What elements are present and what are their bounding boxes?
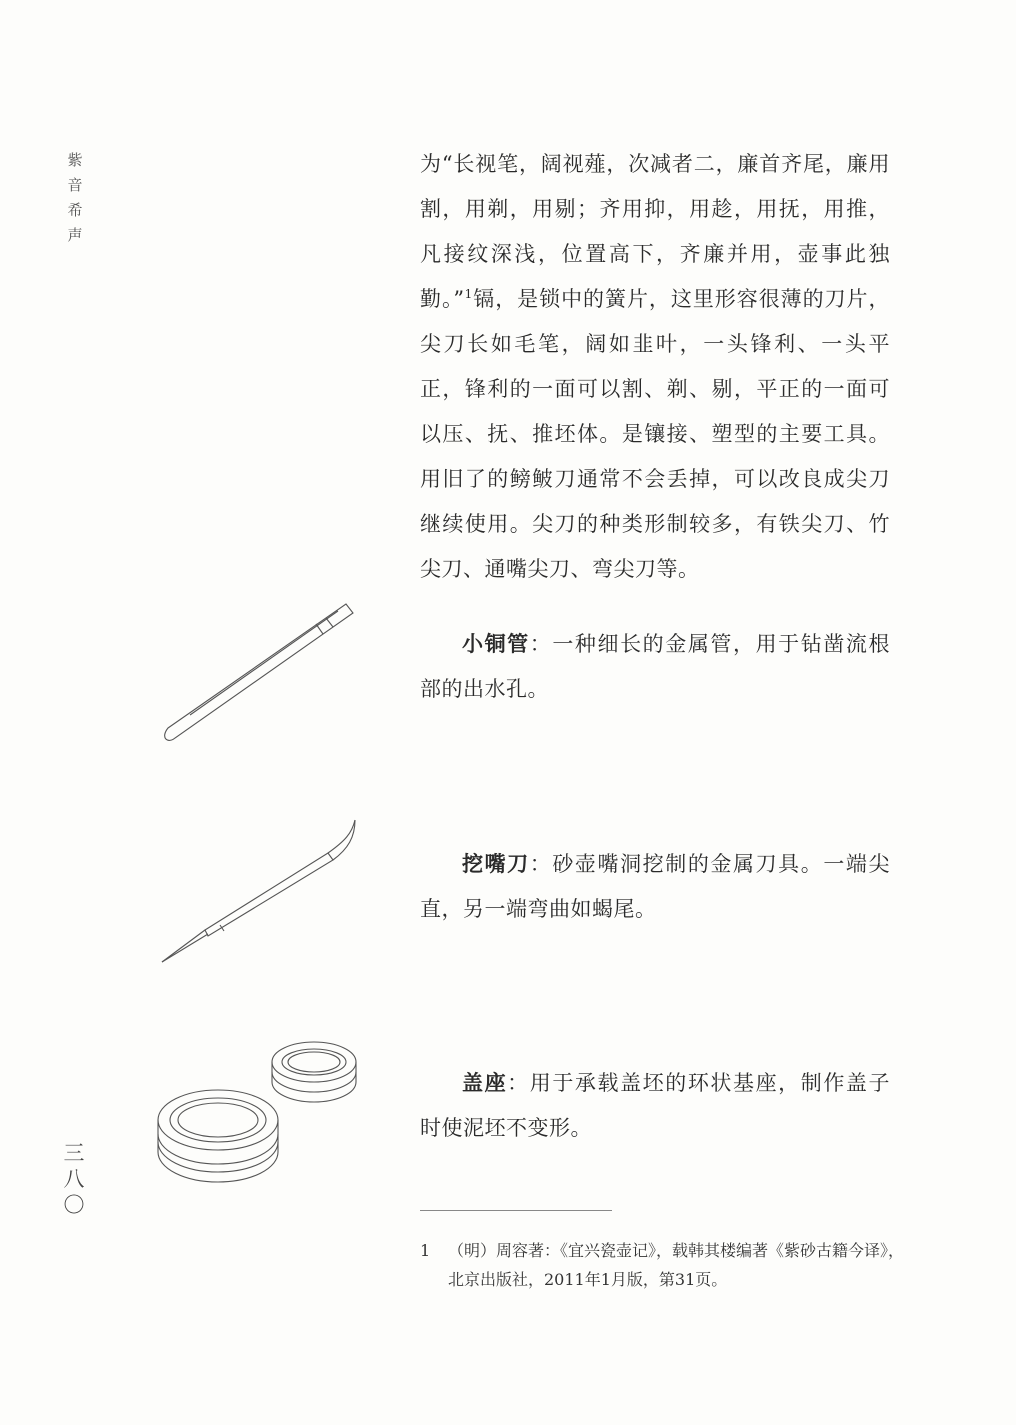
entry-text: 用于承载盖坯的环状基座，制作盖子时使泥坯不变形。: [420, 1071, 891, 1140]
entry-term: 挖嘴刀: [462, 851, 530, 876]
spout-knife-illustration: [150, 815, 370, 975]
entry-text: 砂壶嘴洞挖制的金属刀具。一端尖直，另一端弯曲如蝎尾。: [420, 852, 891, 921]
footnote-reference[interactable]: 1: [464, 287, 473, 301]
paragraph-text: 为“长视笔，阔视薤，次减者二，廉首齐尾，廉用割，用剃，用剔；齐用抑，用趁，用抚，用推，凡接纹深浅，位置高下，齐廉并用，壶事此独勤。”: [420, 152, 890, 311]
entry-copper-tube: [420, 621, 890, 712]
entry-lid-seat: [420, 1060, 890, 1151]
footnote-divider: [420, 1210, 612, 1211]
copper-tube-illustration: [150, 598, 370, 758]
page-number: 三八〇: [63, 1141, 85, 1217]
entry-text: 一种细长的金属管，用于钻凿流根部的出水孔。: [420, 632, 891, 701]
paragraph-tools: [420, 142, 890, 592]
footnote-text: （明）周容著：《宜兴瓷壶记》，载韩其楼编著《紫砂古籍今译》，北京出版社，2011年1月版，第31页。: [448, 1241, 905, 1289]
entry-term: 盖座: [462, 1070, 508, 1095]
paragraph-text-continued: 镉，是锁中的簧片，这里形容很薄的刀片，尖刀长如毛笔，阔如韭叶，一头锋利、一头平正，锋利的一面可以割、剃、剔，平正的一面可以压、抚、推坯体。是镶接、塑型的主要工具。用旧了的鳑鲏刀通常不会丢掉，可以改良成尖刀继续使用。尖刀的种类形制较多，有铁尖刀、竹尖刀、通嘴尖刀、弯尖刀等。: [420, 287, 890, 581]
footnote: [420, 1236, 918, 1294]
entry-term: 小铜管: [462, 631, 530, 656]
entry-separator: ：: [507, 1071, 530, 1095]
footnote-number: 1: [420, 1241, 431, 1260]
entry-separator: ：: [529, 852, 553, 876]
lid-seat-illustration: [150, 1030, 370, 1200]
entry-spout-knife: [420, 841, 890, 932]
running-head: 紫音希声: [67, 151, 83, 244]
entry-separator: ：: [529, 632, 553, 656]
